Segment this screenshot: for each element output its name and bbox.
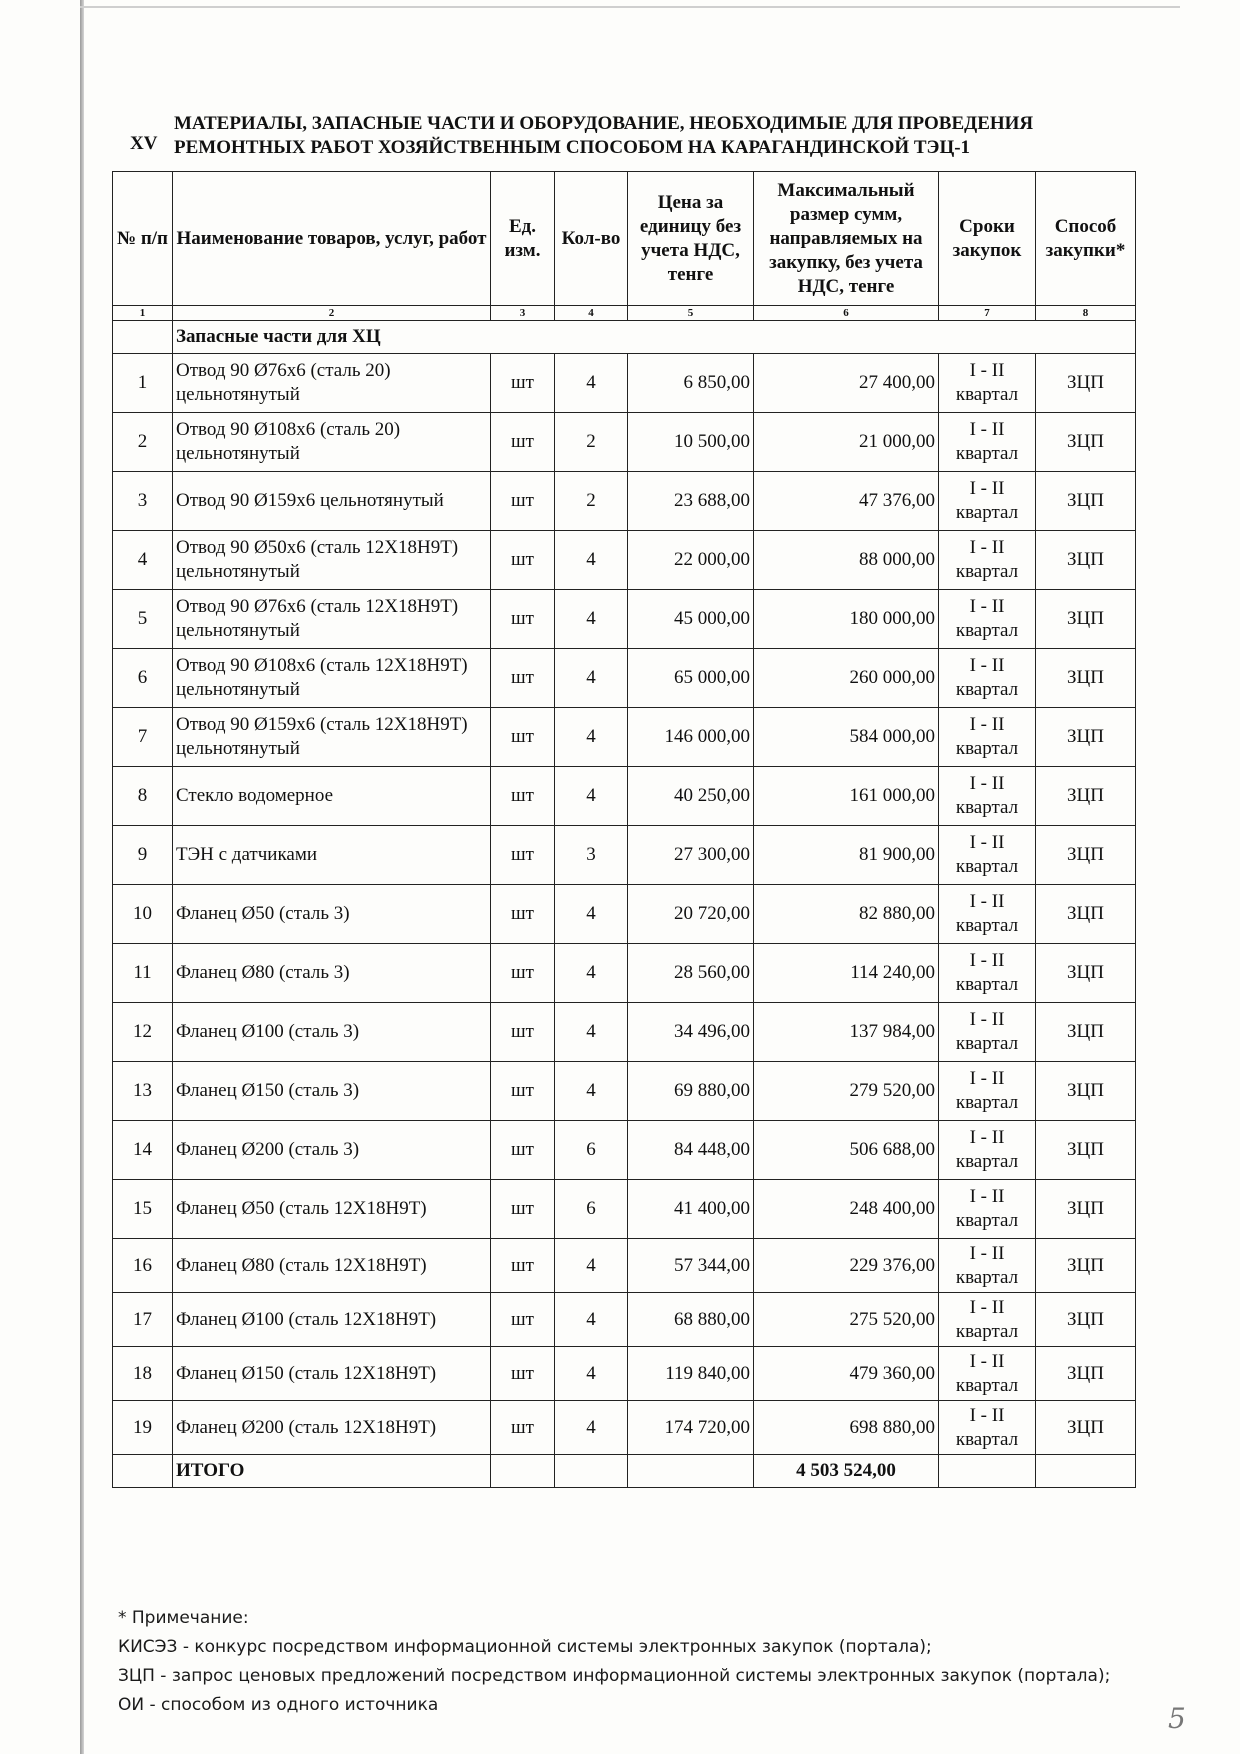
table-row (113, 708, 1136, 767)
header-name: Наименование товаров, услуг, работ (173, 172, 491, 306)
cell-item-name: Отвод 90 Ø76х6 (сталь 20) цельнотянутый (173, 354, 491, 413)
cell-item-name: Фланец Ø80 (сталь 12Х18Н9Т) (173, 1239, 491, 1293)
table-row (113, 1347, 1136, 1401)
cell-num: 16 (113, 1239, 173, 1293)
cell-method: ЗЦП (1036, 1121, 1136, 1180)
cell-qty: 4 (555, 531, 628, 590)
cell-qty: 4 (555, 1062, 628, 1121)
cell-method: ЗЦП (1036, 885, 1136, 944)
table-row (113, 354, 1136, 413)
cell-method: ЗЦП (1036, 1003, 1136, 1062)
cell-num: 4 (113, 531, 173, 590)
table-row (113, 1401, 1136, 1455)
cell-price: 57 344,00 (628, 1239, 754, 1293)
cell-sum: 229 376,00 (754, 1239, 939, 1293)
cell-sum: 260 000,00 (754, 649, 939, 708)
procurement-table (112, 171, 1136, 1488)
cell-method: ЗЦП (1036, 1180, 1136, 1239)
column-number: 5 (628, 306, 754, 321)
cell-term: I - II квартал (939, 1239, 1036, 1293)
title-text (174, 112, 1140, 160)
cell-term: I - II квартал (939, 1293, 1036, 1347)
total-row (113, 1455, 1136, 1488)
cell-num: 13 (113, 1062, 173, 1121)
cell-price: 28 560,00 (628, 944, 754, 1003)
cell-num: 18 (113, 1347, 173, 1401)
column-number: 1 (113, 306, 173, 321)
note-line: ОИ - способом из одного источника (118, 1695, 439, 1715)
cell-num: 10 (113, 885, 173, 944)
cell-term: I - II квартал (939, 1062, 1036, 1121)
header-terms: Сроки закупок (939, 172, 1036, 306)
cell-method: ЗЦП (1036, 1347, 1136, 1401)
cell-method: ЗЦП (1036, 590, 1136, 649)
table-row (113, 413, 1136, 472)
cell-item-name: Отвод 90 Ø159х6 (сталь 12Х18Н9Т) цельнотянутый (173, 708, 491, 767)
cell-sum: 479 360,00 (754, 1347, 939, 1401)
cell-item-name: Фланец Ø100 (сталь 3) (173, 1003, 491, 1062)
cell-method: ЗЦП (1036, 1293, 1136, 1347)
header-unit: Ед. изм. (491, 172, 555, 306)
scan-page-edge (80, 0, 84, 1754)
cell-num: 17 (113, 1293, 173, 1347)
cell-qty: 4 (555, 1401, 628, 1455)
cell-method: ЗЦП (1036, 1401, 1136, 1455)
cell-num: 15 (113, 1180, 173, 1239)
cell-price: 23 688,00 (628, 472, 754, 531)
cell-qty: 6 (555, 1121, 628, 1180)
cell-item-name: Фланец Ø50 (сталь 3) (173, 885, 491, 944)
column-number: 4 (555, 306, 628, 321)
cell-item-name: Отвод 90 Ø108х6 (сталь 12Х18Н9Т) цельнотянутый (173, 649, 491, 708)
note-line: ЗЦП - запрос ценовых предложений посредством информационной системы электронных закупок (портала); (118, 1666, 1111, 1686)
cell-price: 65 000,00 (628, 649, 754, 708)
column-number: 2 (173, 306, 491, 321)
cell-price: 41 400,00 (628, 1180, 754, 1239)
group-title: Запасные части для ХЦ (173, 321, 1136, 354)
total-label: ИТОГО (173, 1455, 491, 1488)
cell-unit: шт (491, 767, 555, 826)
cell-unit: шт (491, 885, 555, 944)
cell-price: 20 720,00 (628, 885, 754, 944)
cell-term: I - II квартал (939, 1347, 1036, 1401)
cell-item-name: Фланец Ø150 (сталь 12Х18Н9Т) (173, 1347, 491, 1401)
cell-num: 3 (113, 472, 173, 531)
page-number: 5 (1168, 1702, 1186, 1735)
cell-term: I - II квартал (939, 472, 1036, 531)
cell-unit: шт (491, 1062, 555, 1121)
cell-term: I - II квартал (939, 354, 1036, 413)
note-line: КИСЭЗ - конкурс посредством информационной системы электронных закупок (портала); (118, 1637, 932, 1657)
cell-unit: шт (491, 1293, 555, 1347)
cell-qty: 2 (555, 413, 628, 472)
cell-item-name: Отвод 90 Ø108х6 (сталь 20) цельнотянутый (173, 413, 491, 472)
cell-price: 146 000,00 (628, 708, 754, 767)
column-number-row (113, 306, 1136, 321)
cell-method: ЗЦП (1036, 354, 1136, 413)
cell-term: I - II квартал (939, 590, 1036, 649)
cell-qty: 4 (555, 1239, 628, 1293)
total-sum: 4 503 524,00 (754, 1455, 939, 1488)
cell-term: I - II квартал (939, 1180, 1036, 1239)
cell-unit: шт (491, 1121, 555, 1180)
cell-price: 40 250,00 (628, 767, 754, 826)
table-row (113, 944, 1136, 1003)
cell-sum: 698 880,00 (754, 1401, 939, 1455)
group-row (113, 321, 1136, 354)
cell-method: ЗЦП (1036, 826, 1136, 885)
cell-qty: 4 (555, 354, 628, 413)
cell-sum: 114 240,00 (754, 944, 939, 1003)
cell-item-name: Отвод 90 Ø76х6 (сталь 12Х18Н9Т) цельнотянутый (173, 590, 491, 649)
cell-qty: 2 (555, 472, 628, 531)
cell-item-name: Фланец Ø200 (сталь 3) (173, 1121, 491, 1180)
cell-term: I - II квартал (939, 767, 1036, 826)
cell-qty: 4 (555, 1293, 628, 1347)
header-row (113, 172, 1136, 306)
header-max-sum: Максимальный размер сумм, направляемых на закупку, без учета НДС, тенге (754, 172, 939, 306)
cell-method: ЗЦП (1036, 1062, 1136, 1121)
cell-unit: шт (491, 472, 555, 531)
cell-unit: шт (491, 1347, 555, 1401)
cell-sum: 248 400,00 (754, 1180, 939, 1239)
cell-unit: шт (491, 826, 555, 885)
table-row (113, 826, 1136, 885)
table-row (113, 885, 1136, 944)
cell-num: 6 (113, 649, 173, 708)
cell-sum: 137 984,00 (754, 1003, 939, 1062)
table-row (113, 590, 1136, 649)
cell-sum: 81 900,00 (754, 826, 939, 885)
column-number: 8 (1036, 306, 1136, 321)
cell-term: I - II квартал (939, 1401, 1036, 1455)
cell-sum: 27 400,00 (754, 354, 939, 413)
cell-price: 10 500,00 (628, 413, 754, 472)
cell-item-name: Фланец Ø100 (сталь 12Х18Н9Т) (173, 1293, 491, 1347)
scan-page-edge-top (80, 6, 1180, 8)
cell-qty: 3 (555, 826, 628, 885)
cell-term: I - II квартал (939, 413, 1036, 472)
cell-unit: шт (491, 944, 555, 1003)
cell-unit: шт (491, 413, 555, 472)
cell-qty: 4 (555, 590, 628, 649)
header-method: Способ закупки* (1036, 172, 1136, 306)
cell-qty: 4 (555, 1347, 628, 1401)
cell-method: ЗЦП (1036, 649, 1136, 708)
cell-sum: 180 000,00 (754, 590, 939, 649)
cell-term: I - II квартал (939, 531, 1036, 590)
cell-method: ЗЦП (1036, 413, 1136, 472)
cell-unit: шт (491, 708, 555, 767)
cell-method: ЗЦП (1036, 708, 1136, 767)
cell-item-name: Фланец Ø200 (сталь 12Х18Н9Т) (173, 1401, 491, 1455)
cell-unit: шт (491, 1401, 555, 1455)
cell-num: 19 (113, 1401, 173, 1455)
cell-method: ЗЦП (1036, 767, 1136, 826)
table-row (113, 1003, 1136, 1062)
cell-unit: шт (491, 1003, 555, 1062)
cell-unit: шт (491, 590, 555, 649)
cell-num: 11 (113, 944, 173, 1003)
cell-term: I - II квартал (939, 649, 1036, 708)
table-row (113, 472, 1136, 531)
cell-qty: 4 (555, 885, 628, 944)
cell-qty: 4 (555, 649, 628, 708)
cell-price: 6 850,00 (628, 354, 754, 413)
cell-price: 84 448,00 (628, 1121, 754, 1180)
cell-price: 27 300,00 (628, 826, 754, 885)
column-number: 7 (939, 306, 1036, 321)
cell-num: 7 (113, 708, 173, 767)
cell-qty: 4 (555, 1003, 628, 1062)
cell-method: ЗЦП (1036, 531, 1136, 590)
cell-qty: 4 (555, 708, 628, 767)
cell-term: I - II квартал (939, 1003, 1036, 1062)
cell-sum: 275 520,00 (754, 1293, 939, 1347)
title-line-2: РЕМОНТНЫХ РАБОТ ХОЗЯЙСТВЕННЫМ СПОСОБОМ НА КАРАГАНДИНСКОЙ ТЭЦ-1 (174, 137, 971, 158)
cell-sum: 88 000,00 (754, 531, 939, 590)
cell-price: 69 880,00 (628, 1062, 754, 1121)
cell-sum: 21 000,00 (754, 413, 939, 472)
header-price: Цена за единицу без учета НДС, тенге (628, 172, 754, 306)
table-row (113, 531, 1136, 590)
cell-num: 2 (113, 413, 173, 472)
cell-item-name: Стекло водомерное (173, 767, 491, 826)
column-number: 6 (754, 306, 939, 321)
cell-item-name: Отвод 90 Ø50х6 (сталь 12Х18Н9Т) цельнотянутый (173, 531, 491, 590)
cell-num: 8 (113, 767, 173, 826)
title-line-1: МАТЕРИАЛЫ, ЗАПАСНЫЕ ЧАСТИ И ОБОРУДОВАНИЕ, НЕОБХОДИМЫЕ ДЛЯ ПРОВЕДЕНИЯ (174, 113, 1034, 134)
header-qty: Кол-во (555, 172, 628, 306)
cell-num: 9 (113, 826, 173, 885)
cell-method: ЗЦП (1036, 1239, 1136, 1293)
cell-sum: 82 880,00 (754, 885, 939, 944)
cell-unit: шт (491, 649, 555, 708)
cell-term: I - II квартал (939, 885, 1036, 944)
table-row (113, 649, 1136, 708)
cell-term: I - II квартал (939, 1121, 1036, 1180)
cell-unit: шт (491, 1239, 555, 1293)
cell-price: 22 000,00 (628, 531, 754, 590)
cell-qty: 4 (555, 944, 628, 1003)
cell-price: 119 840,00 (628, 1347, 754, 1401)
cell-price: 68 880,00 (628, 1293, 754, 1347)
table-row (113, 767, 1136, 826)
cell-num: 1 (113, 354, 173, 413)
cell-method: ЗЦП (1036, 472, 1136, 531)
cell-sum: 161 000,00 (754, 767, 939, 826)
table-row (113, 1180, 1136, 1239)
document-title (130, 112, 1140, 160)
cell-sum: 279 520,00 (754, 1062, 939, 1121)
cell-price: 174 720,00 (628, 1401, 754, 1455)
cell-qty: 6 (555, 1180, 628, 1239)
cell-unit: шт (491, 531, 555, 590)
table-row (113, 1062, 1136, 1121)
cell-sum: 584 000,00 (754, 708, 939, 767)
cell-num: 12 (113, 1003, 173, 1062)
cell-sum: 47 376,00 (754, 472, 939, 531)
cell-unit: шт (491, 1180, 555, 1239)
cell-item-name: Фланец Ø50 (сталь 12Х18Н9Т) (173, 1180, 491, 1239)
table-row (113, 1121, 1136, 1180)
section-number: XV (130, 133, 158, 154)
cell-term: I - II квартал (939, 944, 1036, 1003)
cell-item-name: Фланец Ø80 (сталь 3) (173, 944, 491, 1003)
cell-num: 14 (113, 1121, 173, 1180)
footnotes (118, 1604, 1118, 1720)
cell-num: 5 (113, 590, 173, 649)
table-row (113, 1239, 1136, 1293)
table-row (113, 1293, 1136, 1347)
cell-term: I - II квартал (939, 826, 1036, 885)
cell-sum: 506 688,00 (754, 1121, 939, 1180)
cell-price: 34 496,00 (628, 1003, 754, 1062)
header-num: № п/п (113, 172, 173, 306)
cell-qty: 4 (555, 767, 628, 826)
cell-price: 45 000,00 (628, 590, 754, 649)
cell-item-name: ТЭН с датчиками (173, 826, 491, 885)
note-heading: * Примечание: (118, 1608, 249, 1628)
cell-term: I - II квартал (939, 708, 1036, 767)
cell-item-name: Отвод 90 Ø159х6 цельнотянутый (173, 472, 491, 531)
cell-item-name: Фланец Ø150 (сталь 3) (173, 1062, 491, 1121)
cell-method: ЗЦП (1036, 944, 1136, 1003)
cell-unit: шт (491, 354, 555, 413)
column-number: 3 (491, 306, 555, 321)
